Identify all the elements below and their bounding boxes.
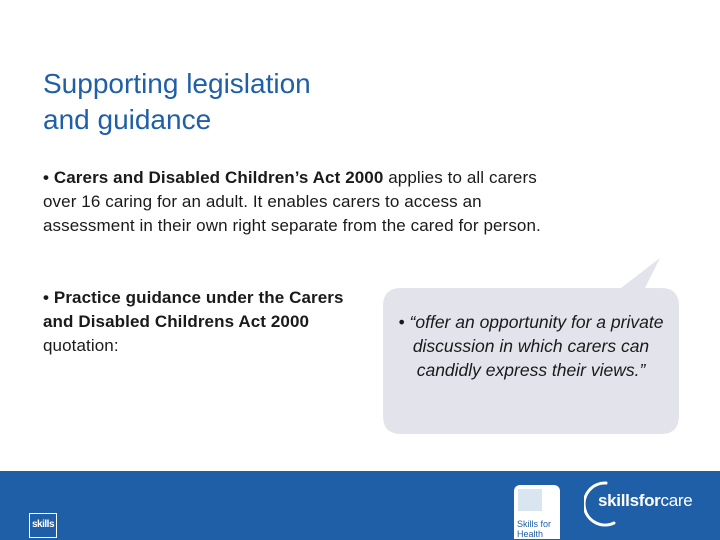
guidance-paragraph	[43, 286, 353, 358]
guidance-name: • Practice guidance under the Carers and Disabled Childrens Act 2000	[43, 288, 344, 331]
act-name: • Carers and Disabled Children’s Act 2000	[43, 168, 384, 187]
legislation-description: applies to all carers over 16 caring for an adult. It enables carers to access an assessment in their own right separate from the cared for person.	[43, 168, 541, 235]
skills-logo-small	[29, 513, 57, 538]
footer-bar	[0, 471, 720, 540]
skills-for-care-wordmark: skillsforcare	[598, 491, 693, 510]
skills-for-health-logo	[514, 485, 560, 539]
slide-title	[43, 66, 311, 138]
legislation-paragraph	[43, 166, 573, 238]
skills-for-health-logo-label: Skills for Health	[517, 519, 552, 539]
quote-text: • “offer an opportunity for a private discussion in which carers can candidly express their views.”	[398, 312, 664, 380]
quote-callout	[383, 258, 679, 434]
guidance-suffix: quotation:	[43, 336, 119, 355]
slide-title-line-2: and guidance	[43, 104, 212, 135]
skills-logo-small-text: skills	[31, 519, 55, 530]
skills-for-health-logo-mark	[518, 489, 542, 511]
slide-title-line-1: Supporting legislation	[43, 68, 311, 99]
skills-for-care-logo	[584, 479, 710, 529]
